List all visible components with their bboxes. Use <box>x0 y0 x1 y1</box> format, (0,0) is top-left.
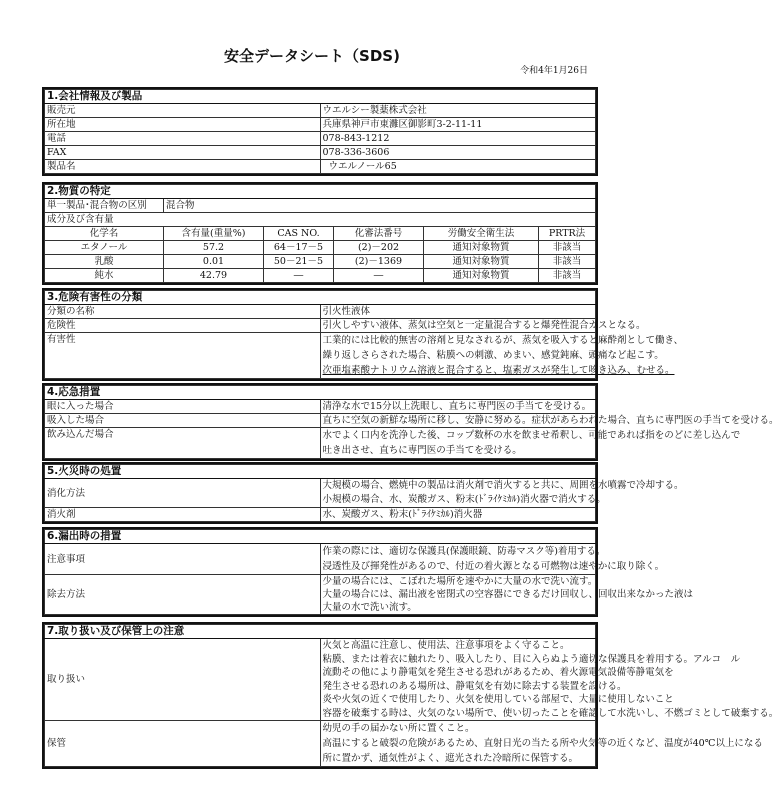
row-label: 飲み込んだ場合 <box>45 428 321 459</box>
row-label: 注意事項 <box>45 544 321 575</box>
table-row <box>45 400 596 414</box>
row-value <box>320 639 779 721</box>
section-hazards <box>42 288 684 381</box>
row-label: 除去方法 <box>45 575 321 615</box>
column-header: PRTR法 <box>539 227 596 241</box>
text-line: 炎や火気の近くで使用したり、火気を使用している部屋で、大量に使用しないこと <box>322 694 674 705</box>
cell: ― <box>264 269 334 283</box>
table-header-row <box>45 227 596 241</box>
row-label: 取り扱い <box>45 639 321 721</box>
row-value: 直ちに空気の新鮮な場所に移し、安静に努める。症状があらわれた場合、直ちに専門医の手当てを受ける。 <box>320 414 596 428</box>
row-label: 有害性 <box>45 333 321 379</box>
row-value <box>320 575 694 615</box>
row-label: 分類の名称 <box>45 305 321 319</box>
section-spill <box>42 527 694 617</box>
text-line: 大量の水で洗い流す。 <box>322 602 417 613</box>
text-line: 大規模の場合、燃焼中の製品は消火剤で消火すると共に、周囲を水噴霧で冷却する。 <box>322 480 684 491</box>
table-row <box>45 721 596 767</box>
cell: ― <box>334 269 424 283</box>
table-row <box>45 508 596 522</box>
section-company-info <box>42 87 598 176</box>
row-value: 078-336-3606 <box>320 146 596 160</box>
row-label: 危険性 <box>45 319 321 333</box>
text-line: 所に置かず、通気性がよく、遮光された冷暗所に保管する。 <box>322 753 579 764</box>
cell: 57.2 <box>164 241 264 255</box>
section-header: 1.会社情報及び製品 <box>45 90 596 104</box>
cell: 50－21－5 <box>264 255 334 269</box>
row-label: 消化方法 <box>45 479 321 508</box>
section-header: 7.取り扱い及び保管上の注意 <box>45 625 596 639</box>
row-value: 078-843-1212 <box>320 132 596 146</box>
text-line: 粘膜、または着衣に触れたり、吸入したり、目に入らぬよう適切な保護具を着用する。アルコ ル <box>322 653 741 665</box>
row-value: 水、炭酸ガス、粉末(ﾄﾞﾗｲｹﾐｶﾙ)消火器 <box>320 508 596 522</box>
row-value: 清浄な水で15分以上洗眼し、直ちに専門医の手当てを受ける。 <box>320 400 596 414</box>
cell: 通知対象物質 <box>424 241 539 255</box>
row-value: 兵庫県神戸市東灘区御影町3-2-11-11 <box>320 118 596 132</box>
text-line: 流動その他により静電気を発生させる恐れがあるため、着火源電気設備等静電気を <box>322 667 674 678</box>
text-line: 吐き出させ、直ちに専門医の手当てを受ける。 <box>322 445 522 456</box>
table-row <box>45 428 596 459</box>
cell: 通知対象物質 <box>424 255 539 269</box>
table-row <box>45 269 596 283</box>
row-value <box>320 479 684 508</box>
text-line: 発生させる恐れのある場所は、静電気を有効に除去する装置を設ける。 <box>322 680 627 692</box>
cell: 42.79 <box>164 269 264 283</box>
row-label: 電話 <box>45 132 321 146</box>
section-header: 5.火災時の処置 <box>45 465 596 479</box>
text-line: 少量の場合には、こぼれた場所を速やかに大量の水で洗い流す。 <box>322 576 598 587</box>
row-value <box>320 305 596 319</box>
row-value <box>320 428 741 459</box>
cell: エタノール <box>45 241 164 255</box>
text-line: 高温にすると破裂の危険があるため、直射日光の当たる所や火気等の近くなど、温度が40℃以上になる <box>322 738 763 749</box>
column-header: 化学名 <box>45 227 164 241</box>
table-row <box>45 132 596 146</box>
text-line: 容器を破棄する時は、火気のない場所で、使い切ったことを確認して水洗いし、不燃ゴミとして破棄する。 <box>322 707 779 719</box>
section-header: 3.危険有害性の分類 <box>45 291 596 305</box>
row-value <box>320 319 646 333</box>
table-row <box>45 305 596 319</box>
section-handling-storage <box>42 622 779 769</box>
table-row <box>45 104 596 118</box>
row-label: 単一製品･混合物の区別 <box>45 199 164 213</box>
section-header: 2.物質の特定 <box>45 185 596 199</box>
section-header: 4.応急措置 <box>45 386 596 400</box>
text-line: 次亜塩素酸ナトリウム溶液と混合すると、塩素ガスが発生して咳き込み、むせる。 <box>322 365 675 376</box>
row-label: 保管 <box>45 721 321 767</box>
section-header: 6.漏出時の措置 <box>45 530 596 544</box>
row-label: 所在地 <box>45 118 321 132</box>
table-row <box>45 639 596 721</box>
row-value: ウエルノール65 <box>320 160 596 174</box>
row-label: 製品名 <box>45 160 321 174</box>
text-line: 引火性液体 <box>322 306 371 317</box>
table-row <box>45 146 596 160</box>
table-row <box>45 333 596 379</box>
table-row <box>45 241 596 255</box>
row-value <box>320 333 684 379</box>
table-row <box>45 575 596 615</box>
text-line: 小規模の場合、水、炭酸ガス、粉末(ﾄﾞﾗｲｹﾐｶﾙ)消火器で消火する。 <box>322 494 606 505</box>
cell: (2)－1369 <box>334 255 424 269</box>
table-row <box>45 255 596 269</box>
document-title: 安全データシート（SDS) <box>224 47 400 65</box>
table-row <box>45 414 596 428</box>
table-row <box>45 544 596 575</box>
section-first-aid <box>42 383 779 461</box>
cell: 非該当 <box>539 269 596 283</box>
column-header: 含有量(重量%) <box>164 227 264 241</box>
row-value <box>320 544 665 575</box>
table-row <box>45 160 596 174</box>
text-line: 大量の場合には、漏出液を密閉式の空容器にできるだけ回収し、回収出来なかった液は <box>322 589 694 600</box>
column-header: CAS NO. <box>264 227 334 241</box>
section-fire <box>42 462 684 524</box>
section-substance <box>42 182 598 285</box>
cell: 乳酸 <box>45 255 164 269</box>
row-label: 消火剤 <box>45 508 321 522</box>
cell: 64－17－5 <box>264 241 334 255</box>
column-header: 化審法番号 <box>334 227 424 241</box>
cell: 0.01 <box>164 255 264 269</box>
column-header: 労働安全衛生法 <box>424 227 539 241</box>
row-label: 吸入した場合 <box>45 414 321 428</box>
text-line: 浸透性及び揮発性があるので、付近の着火源となる可燃物は速やかに取り除く。 <box>322 561 665 572</box>
table-row <box>45 319 596 333</box>
text-line: 幼児の手の届かない所に置くこと。 <box>322 723 475 734</box>
text-line: 繰り返しさらされた場合、粘膜への刺激、めまい、感覚鈍麻、頭痛など起こす。 <box>322 350 664 361</box>
row-label: 眼に入った場合 <box>45 400 321 414</box>
cell: 非該当 <box>539 255 596 269</box>
row-value <box>320 721 763 767</box>
table-row <box>45 118 596 132</box>
row-value: 混合物 <box>164 199 596 213</box>
text-line: 火気と高温に注意し、使用法、注意事項をよく守ること。 <box>322 640 570 651</box>
cell: (2)－202 <box>334 241 424 255</box>
text-line: 作業の際には、適切な保護具(保護眼鏡、防毒マスク等)着用する。 <box>322 546 606 557</box>
issue-date: 令和4年1月26日 <box>520 66 588 76</box>
row-value: ウエルシー製薬株式会社 <box>320 104 596 118</box>
cell: 純水 <box>45 269 164 283</box>
components-label: 成分及び含有量 <box>45 213 596 227</box>
row-label: 販売元 <box>45 104 321 118</box>
cell: 非該当 <box>539 241 596 255</box>
table-row <box>45 479 596 508</box>
text-line: 引火しやすい液体、蒸気は空気と一定量混合すると爆発性混合ガスとなる。 <box>322 320 646 331</box>
text-line: 水でよく口内を洗浄した後、コップ数杯の水を飲ませ希釈し、可能であれば指をのどに差し込んで <box>322 430 741 441</box>
row-label: FAX <box>45 146 321 160</box>
cell: 通知対象物質 <box>424 269 539 283</box>
text-line: 工業的には比較的無害の溶剤と見なされるが、蒸気を吸入すると麻酔剤として働き、 <box>322 335 684 346</box>
